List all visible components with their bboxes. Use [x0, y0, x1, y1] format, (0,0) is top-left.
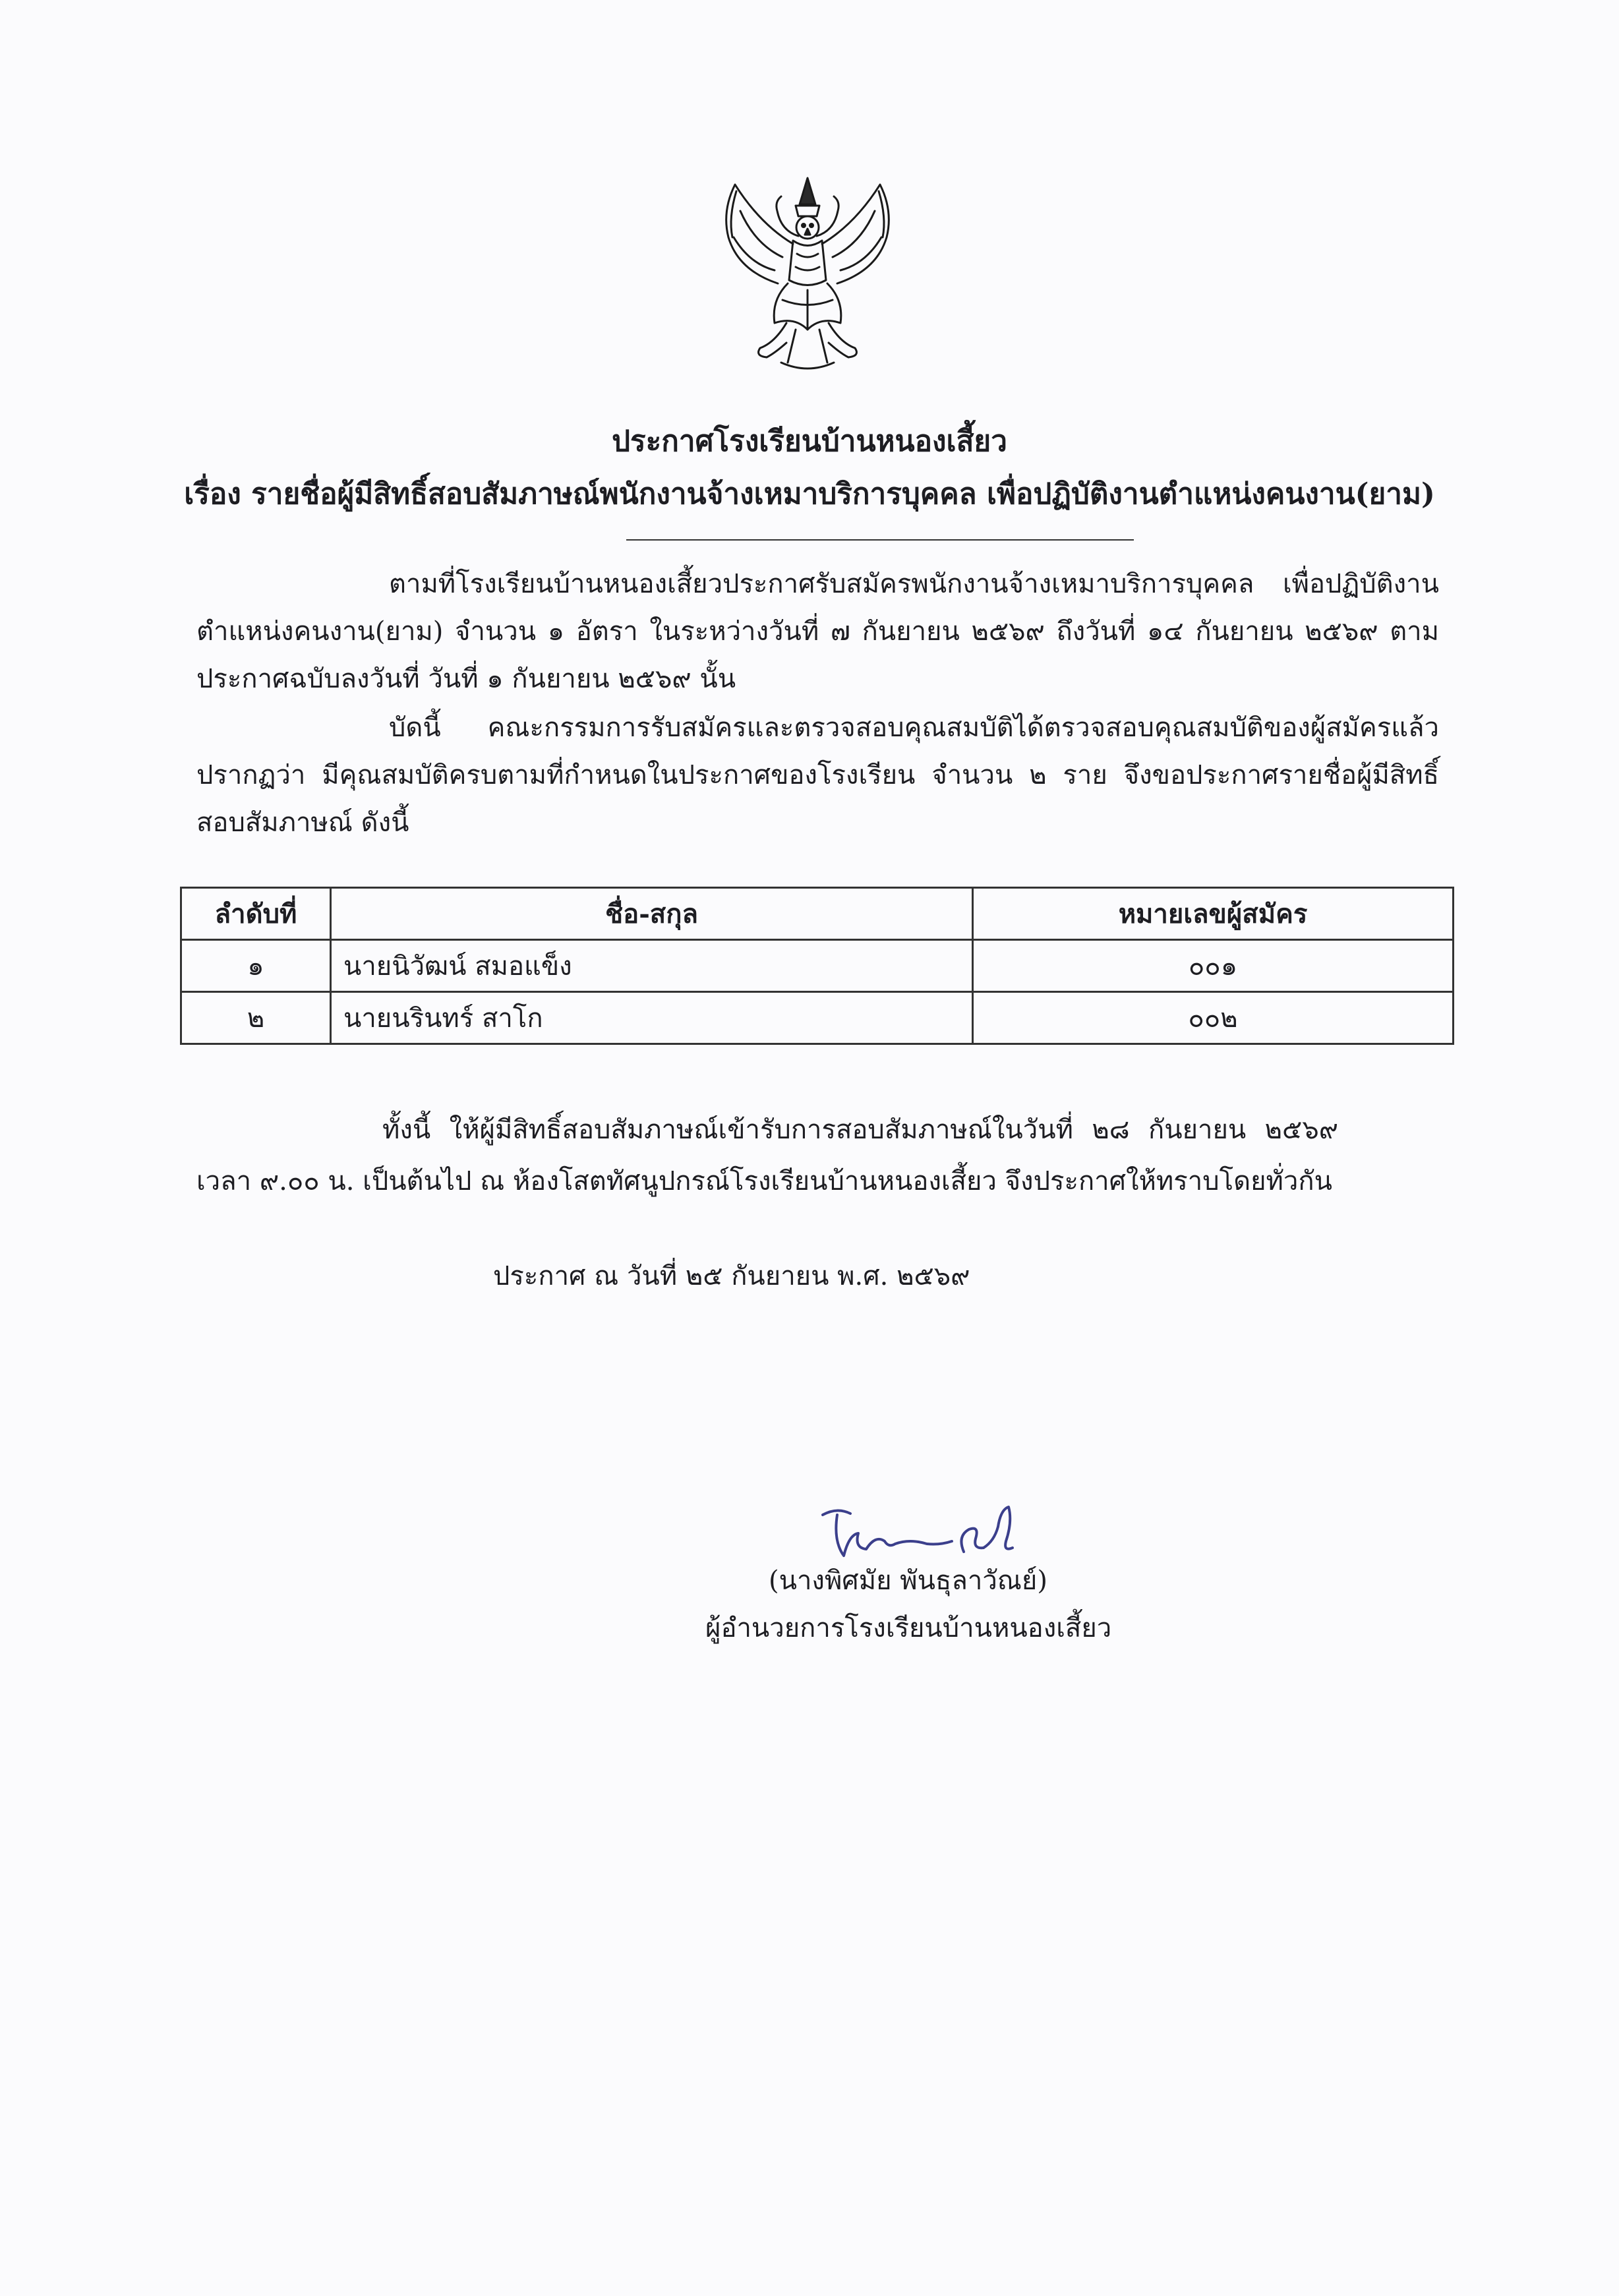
title-divider — [626, 539, 1134, 541]
paragraph-3-line-1: ทั้งนี้ ให้ผู้มีสิทธิ์สอบสัมภาษณ์เข้ารับการสอบสัมภาษณ์ในวันที่ ๒๘ กันยายน ๒๕๖๙ — [382, 1115, 1338, 1145]
candidates-table — [180, 887, 1454, 1045]
signer-name: (นางพิศมัย พันธุลาวัณย์) — [769, 1566, 1047, 1596]
paragraph-2-line-1: บัดนี้ คณะกรรมการรับสมัครและตรวจสอบคุณสมบัติได้ตรวจสอบคุณสมบัติของผู้สมัครแล้ว — [389, 713, 1439, 743]
table-header-row — [181, 888, 1454, 940]
paragraph-2-line-3: สอบสัมภาษณ์ ดังนี้ — [196, 808, 409, 838]
row-applicant-number: ๐๐๒ — [973, 992, 1454, 1044]
announcement-title: ประกาศโรงเรียนบ้านหนองเสี้ยว — [612, 425, 1007, 458]
row-name: นายนิวัฒน์ สมอแข็ง — [331, 940, 973, 992]
table-row — [181, 940, 1454, 992]
header-applicant-number: หมายเลขผู้สมัคร — [973, 888, 1454, 940]
paragraph-3-line-2: เวลา ๙.๐๐ น. เป็นต้นไป ณ ห้องโสตทัศนูปกรณ์โรงเรียนบ้านหนองเสี้ยว จึงประกาศให้ทราบโดยทั่วกัน — [196, 1166, 1332, 1196]
header-name: ชื่อ-สกุล — [331, 888, 973, 940]
row-applicant-number: ๐๐๑ — [973, 940, 1454, 992]
paragraph-1-line-1: ตามที่โรงเรียนบ้านหนองเสี้ยวประกาศรับสมัครพนักงานจ้างเหมาบริการบุคคล เพื่อปฏิบัติงาน — [389, 569, 1439, 599]
paragraph-1-line-2: ตำแหน่งคนงาน(ยาม) จำนวน ๑ อัตรา ในระหว่างวันที่ ๗ กันยายน ๒๕๖๙ ถึงวันที่ ๑๔ กันยายน ๒๕๖๙ ตาม — [196, 616, 1440, 647]
row-order: ๒ — [181, 992, 331, 1044]
announcement-date: ประกาศ ณ วันที่ ๒๕ กันยายน พ.ศ. ๒๕๖๙ — [493, 1261, 970, 1291]
handwritten-signature-icon — [811, 1495, 1028, 1568]
table-row — [181, 992, 1454, 1044]
row-order: ๑ — [181, 940, 331, 992]
row-name: นายนรินทร์ สาโก — [331, 992, 973, 1044]
paragraph-2-line-2: ปรากฏว่า มีคุณสมบัติครบตามที่กำหนดในประกาศของโรงเรียน จำนวน ๒ ราย จึงขอประกาศรายชื่อผู้มีสิทธิ์ — [196, 760, 1439, 790]
header-order: ลำดับที่ — [181, 888, 331, 940]
signer-position: ผู้อำนวยการโรงเรียนบ้านหนองเสี้ยว — [705, 1613, 1112, 1643]
announcement-subject: เรื่อง รายชื่อผู้มีสิทธิ์สอบสัมภาษณ์พนักงานจ้างเหมาบริการบุคคล เพื่อปฏิบัติงานตำแหน่งคนงาน(ยาม) — [184, 477, 1435, 511]
paragraph-1-line-3: ประกาศฉบับลงวันที่ วันที่ ๑ กันยายน ๒๕๖๙ นั้น — [196, 664, 736, 694]
garuda-emblem-icon — [709, 165, 906, 382]
